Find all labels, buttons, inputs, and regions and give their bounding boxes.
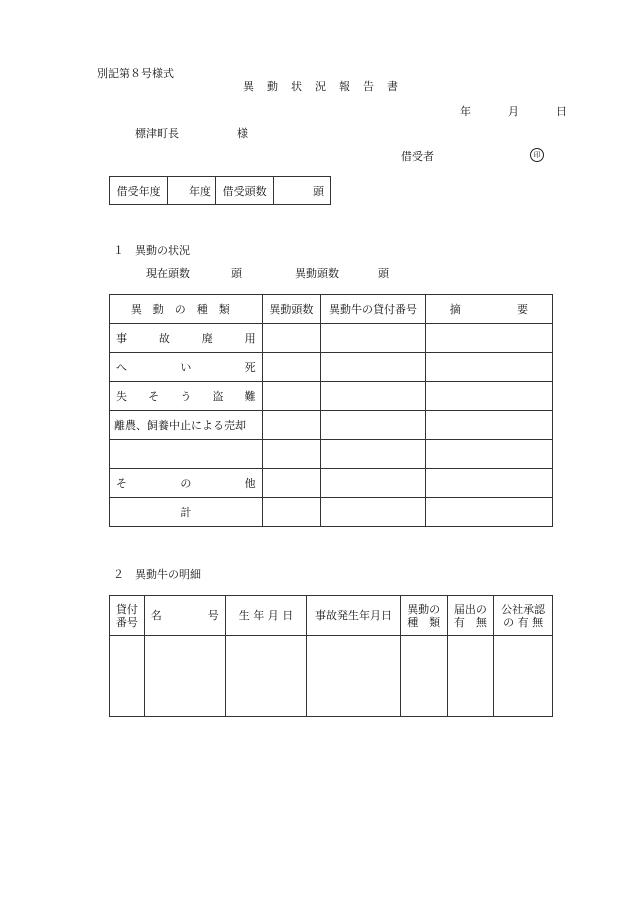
loan-number-cell[interactable]	[110, 636, 145, 717]
header-change-type: 異動の種類	[110, 295, 263, 324]
loan-number-cell[interactable]	[321, 469, 426, 498]
loan-number-cell[interactable]	[321, 498, 426, 527]
incident-date-cell[interactable]	[307, 636, 401, 717]
change-count-cell[interactable]	[262, 498, 321, 527]
fiscal-year-field[interactable]: 年度	[168, 177, 216, 205]
table-row	[110, 411, 553, 440]
report-status-cell[interactable]	[447, 636, 494, 717]
addressee-honorific: 様	[237, 127, 248, 140]
change-count-cell[interactable]	[262, 469, 321, 498]
date-year-label: 年	[460, 105, 471, 118]
header-change-type: 異動の 種 類	[400, 596, 447, 636]
header-approval-status: 公社承認 の 有 無	[494, 596, 553, 636]
change-count-cell[interactable]	[262, 353, 321, 382]
row-accident-disposal: 事 故 廃 用	[110, 324, 263, 353]
date-month-label: 月	[508, 105, 519, 118]
row-death: へ い 死	[110, 353, 263, 382]
seal-icon: 印	[530, 148, 544, 162]
change-status-table	[109, 294, 553, 527]
summary-cell[interactable]	[425, 440, 552, 469]
form-number: 別記第８号様式	[97, 67, 174, 80]
row-lost-stolen: 失 そ う 盗 難	[110, 382, 263, 411]
table-row	[110, 353, 553, 382]
header-summary: 摘 要	[425, 295, 552, 324]
row-other: そ の 他	[110, 469, 263, 498]
summary-cell[interactable]	[425, 469, 552, 498]
change-count-unit: 頭	[378, 267, 389, 280]
current-count-unit: 頭	[231, 267, 242, 280]
table-header-row	[110, 295, 553, 324]
change-count-cell[interactable]	[262, 324, 321, 353]
change-count-cell[interactable]	[262, 382, 321, 411]
header-loan-number: 異動牛の貸付番号	[321, 295, 426, 324]
row-total: 計	[110, 498, 263, 527]
head-count-label: 借受頭数	[216, 177, 274, 205]
fiscal-year-label: 借受年度	[110, 177, 168, 205]
header-loan-number: 貸付 番号	[110, 596, 145, 636]
cattle-detail-table	[109, 595, 553, 717]
page-title: 異動状況報告書	[243, 80, 411, 93]
name-cell[interactable]	[144, 636, 225, 717]
change-count-cell[interactable]	[262, 411, 321, 440]
summary-cell[interactable]	[425, 353, 552, 382]
table-row	[110, 469, 553, 498]
section1-heading: １ 異動の状況	[113, 244, 190, 257]
borrower-label: 借受者	[401, 150, 434, 163]
date-day-label: 日	[556, 105, 567, 118]
table-row	[110, 498, 553, 527]
header-report-status: 届出の 有 無	[447, 596, 494, 636]
loan-number-cell[interactable]	[321, 353, 426, 382]
row-sale-on-quit: 離農、飼養中止による売却	[110, 411, 263, 440]
summary-cell[interactable]	[425, 498, 552, 527]
table-row	[110, 382, 553, 411]
change-count-cell[interactable]	[262, 440, 321, 469]
change-type-cell[interactable]	[400, 636, 447, 717]
section1-counts	[146, 265, 389, 281]
loan-number-cell[interactable]	[321, 440, 426, 469]
change-count-label: 異動頭数	[295, 267, 339, 280]
current-count-label: 現在頭数	[146, 267, 190, 280]
table-row	[110, 324, 553, 353]
birth-date-cell[interactable]	[225, 636, 306, 717]
addressee-line	[135, 125, 248, 141]
date-line	[460, 103, 567, 119]
header-name: 名 号	[144, 596, 225, 636]
head-count-field[interactable]: 頭	[274, 177, 331, 205]
table-header-row	[110, 596, 553, 636]
loan-number-cell[interactable]	[321, 324, 426, 353]
loan-number-cell[interactable]	[321, 411, 426, 440]
table-row	[110, 636, 553, 717]
table-row	[110, 440, 553, 469]
summary-cell[interactable]	[425, 382, 552, 411]
approval-status-cell[interactable]	[494, 636, 553, 717]
loan-number-cell[interactable]	[321, 382, 426, 411]
loan-info-table	[109, 176, 331, 205]
row-blank[interactable]	[110, 440, 263, 469]
addressee-name: 標津町長	[135, 127, 179, 140]
header-change-count: 異動頭数	[262, 295, 321, 324]
header-birth-date: 生 年 月 日	[225, 596, 306, 636]
summary-cell[interactable]	[425, 324, 552, 353]
header-incident-date: 事故発生年月日	[307, 596, 401, 636]
summary-cell[interactable]	[425, 411, 552, 440]
section2-heading: ２ 異動牛の明細	[113, 568, 201, 581]
